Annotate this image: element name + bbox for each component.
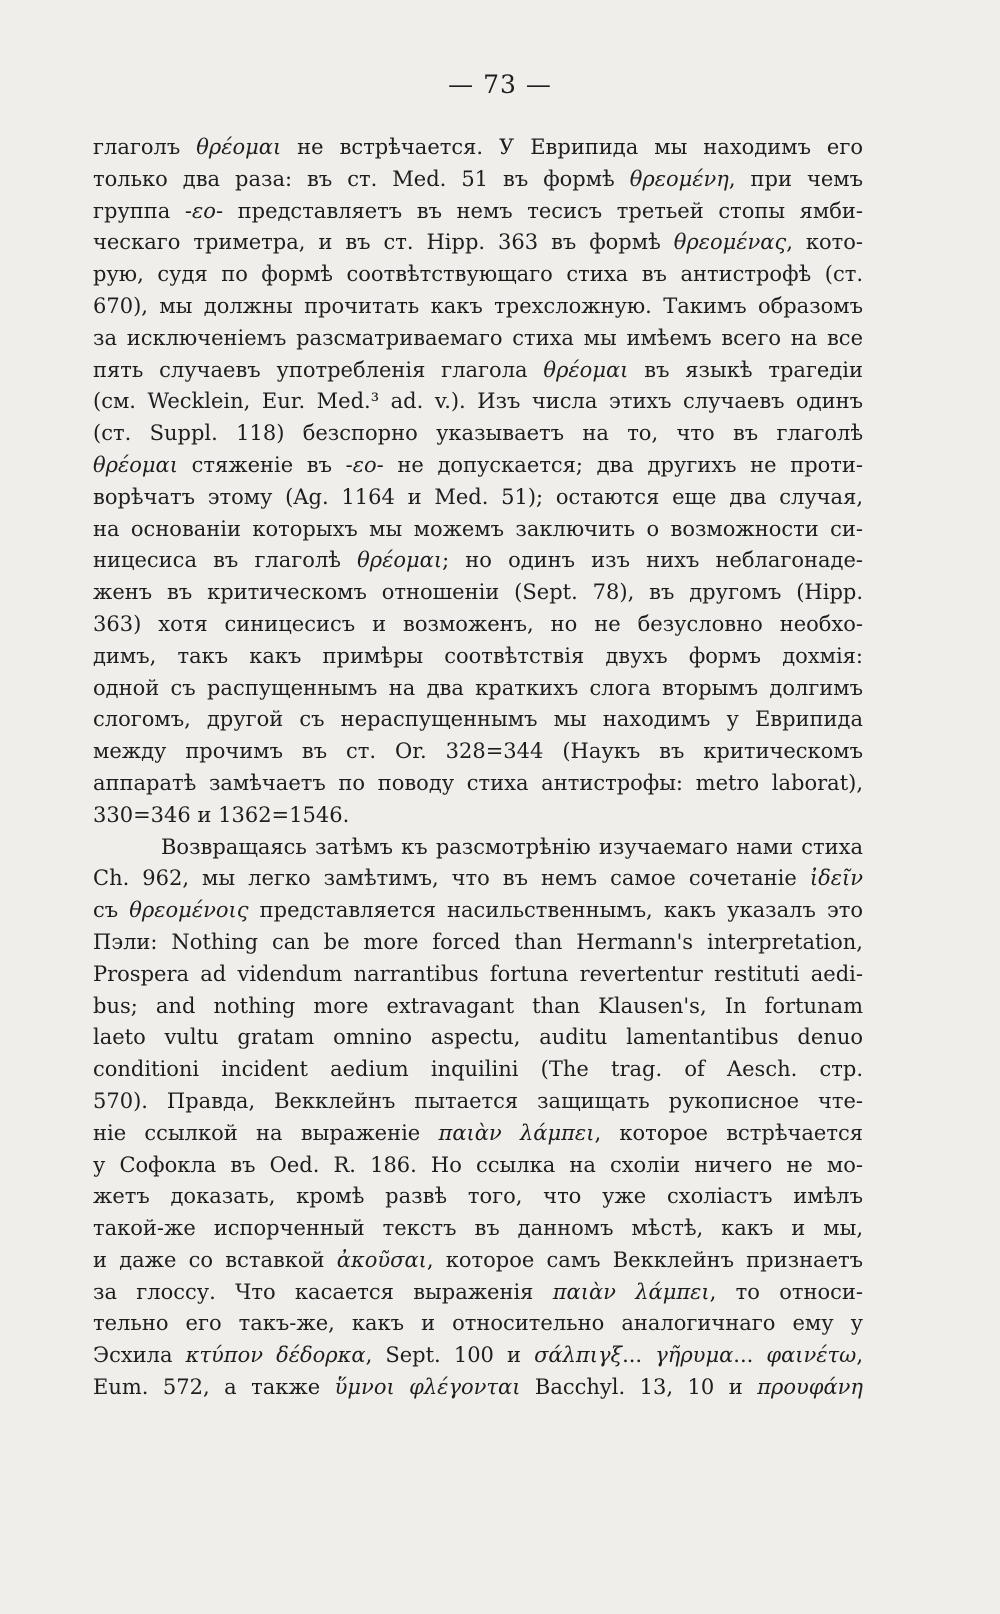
greek-word: ἰδεῖν (809, 866, 863, 891)
text-line: ческаго триметра, и въ ст. Hipp. 363 въ формѣ θρεομένας, кото- (93, 230, 863, 255)
text-line: и даже со вставкой ἀκοῦσαι, которое самъ Векклейнъ признаетъ (93, 1247, 863, 1272)
text-line: laeto vultu gratam omnino aspectu, auditu lamentantibus denuo (93, 1025, 863, 1050)
text-line: аппаратѣ замѣчаетъ по поводу стиха антистрофы: metro laborat), (93, 770, 863, 795)
text-line: у Софокла въ Oed. R. 186. Но ссылка на схоліи ничего не мо- (93, 1152, 863, 1177)
text-line: за глоссу. Что касается выраженія παιὰν λάμπει, то относи- (93, 1279, 863, 1304)
text-line: тельно его такъ-же, какъ и относительно аналогичнаго ему у (93, 1311, 863, 1336)
text-line: одной съ распущеннымъ на два краткихъ слога вторымъ долгимъ (93, 675, 863, 700)
text-line: димъ, такъ какъ примѣры соотвѣтствія двухъ формъ дохмія: (93, 643, 863, 668)
text-line: Prospera ad videndum narrantibus fortuna revertentur restituti aedi- (93, 961, 863, 986)
text-line: группа -εο- представляетъ въ немъ тесисъ третьей стопы ямби- (93, 198, 863, 223)
page-number: — 73 — (448, 70, 552, 99)
text-line: за исключеніемъ разсматриваемаго стиха мы имѣемъ всего на все (93, 325, 863, 350)
greek-word: θρεομένας (673, 230, 787, 255)
greek-word: εο (192, 198, 216, 223)
text-line: глаголъ θρέομαι не встрѣчается. У Еврипида мы находимъ его (93, 135, 863, 159)
text-line: рую, судя по формѣ соотвѣтствующаго стиха въ антистрофѣ (ст. (93, 262, 863, 287)
text-line: съ θρεομένοις представляется насильственнымъ, какъ указалъ это (93, 898, 863, 923)
greek-word: θρέομαι (196, 135, 282, 159)
text-line: Возвращаясь затѣмъ къ разсмотрѣнію изучаемаго нами стиха (161, 834, 863, 859)
text-line: (см. Wecklein, Eur. Med.³ ad. v.). Изъ числа этихъ случаевъ одинъ (93, 389, 863, 414)
greek-word: θρέομαι (543, 357, 629, 382)
greek-word: σάλπιγξ (534, 1343, 623, 1368)
text-line: такой-же испорченный текстъ въ данномъ мѣстѣ, какъ и мы, (93, 1216, 863, 1241)
greek-word: θρέομαι (93, 452, 178, 477)
body-text (93, 132, 863, 1404)
text-line: жетъ доказать, кромѣ развѣ того, что уже схоліастъ имѣлъ (93, 1184, 863, 1209)
text-line: между прочимъ въ ст. Or. 328=344 (Наукъ въ критическомъ (93, 739, 863, 764)
text-line: Эсхила κτύπον δέδορκα, Sept. 100 и σάλπιγξ... γῆρυμα... φαινέτω, (93, 1343, 863, 1368)
text-line: (ст. Suppl. 118) безспорно указываетъ на то, что въ глаголѣ (93, 421, 863, 446)
greek-word: παιὰν λάμπει (438, 1120, 595, 1145)
greek-word: γῆρυμα (655, 1343, 734, 1368)
text-line: θρέομαι стяженіе въ -εο- не допускается; два другихъ не проти- (93, 452, 863, 477)
text-line: 330=346 и 1362=1546. (93, 802, 350, 827)
text-line: слогомъ, другой съ нераспущеннымъ мы находимъ у Еврипида (93, 707, 863, 732)
text-line: на основаніи которыхъ мы можемъ заключить о возможности си- (93, 516, 863, 541)
greek-word: εο (352, 452, 377, 477)
greek-word: παιὰν λάμπει (552, 1279, 710, 1304)
text-line: пять случаевъ употребленія глагола θρέομαι въ языкѣ трагедіи (93, 357, 863, 382)
text-line: 670), мы должны прочитать какъ трехсложную. Такимъ образомъ (93, 293, 863, 318)
text-line: ворѣчатъ этому (Ag. 1164 и Med. 51); остаются еще два случая, (93, 484, 863, 509)
text-line: bus; and nothing more extravagant than Klausen's, In fortunam (93, 993, 863, 1018)
text-line: Ch. 962, мы легко замѣтимъ, что въ немъ самое сочетаніе ἰδεῖν (93, 866, 863, 891)
text-line: ницесиса въ глаголѣ θρέομαι; но одинъ изъ нихъ неблагонаде- (93, 548, 864, 573)
text-line: Пэли: Nothing can be more forced than Hermann's interpretation, (93, 929, 863, 954)
text-line: 363) хотя синицесисъ и возможенъ, но не безусловно необхо- (93, 611, 863, 636)
greek-word: θρέομαι (357, 548, 443, 573)
paragraph-1 (93, 132, 863, 832)
greek-word: ἀκοῦσαι (336, 1247, 427, 1272)
greek-word: θρεομένη (629, 166, 729, 191)
text-line: только два раза: въ ст. Med. 51 въ формѣ θρεομένη, при чемъ (93, 166, 863, 191)
text-line: ніе ссылкой на выраженіе παιὰν λάμπει, которое встрѣчается (93, 1120, 863, 1145)
text-line: Eum. 572, а также ὕμνοι φλέγονται Bacchyl. 13, 10 и προυφάνη (93, 1375, 863, 1400)
greek-word: φαινέτω (766, 1343, 857, 1368)
paragraph-2 (93, 832, 863, 1404)
greek-word: θρεομένοις (129, 898, 249, 923)
text-line: женъ въ критическомъ отношеніи (Sept. 78), въ другомъ (Hipp. (93, 580, 863, 605)
text-line: conditioni incident aedium inquilini (The trag. of Aesch. стр. (93, 1057, 863, 1082)
greek-word: ὕμνοι φλέγονται (334, 1375, 521, 1400)
greek-word: κτύπον δέδορκα (185, 1343, 366, 1368)
text-line: 570). Правда, Векклейнъ пытается защищать рукописное чте- (93, 1088, 863, 1113)
greek-word: προυφάνη (757, 1375, 863, 1400)
